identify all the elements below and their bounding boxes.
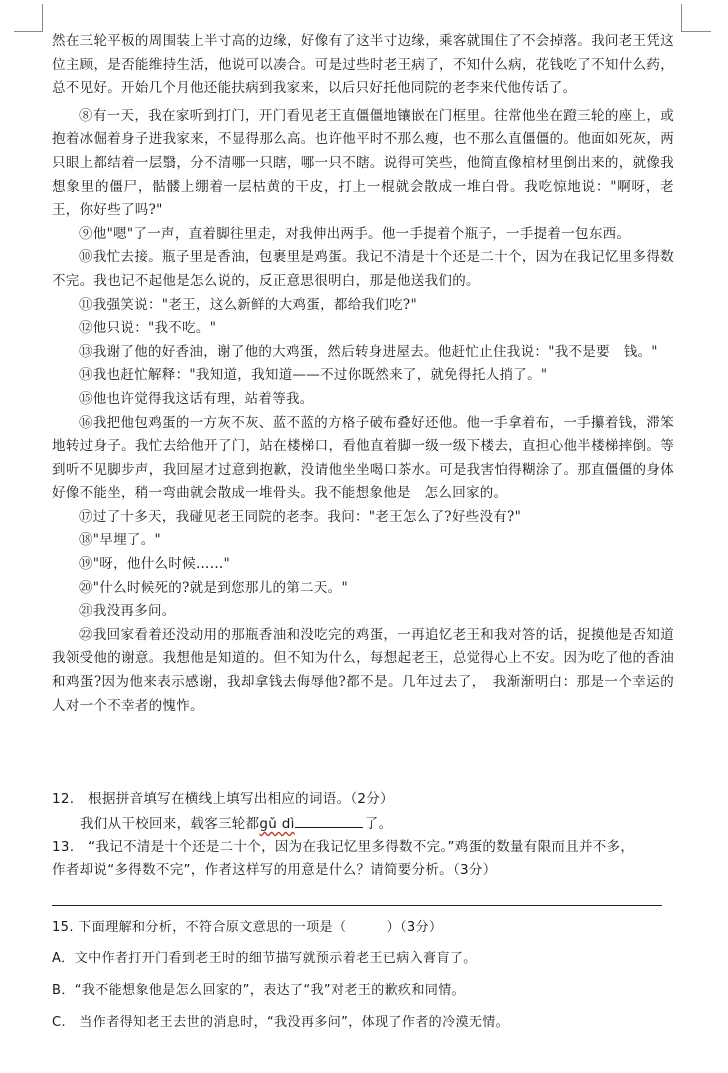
question-15-title: 15. 下面理解和分析，不符合原文意思的一项是（ ）（3分） [52,920,443,935]
crop-mark-top-right [681,31,711,32]
crop-mark-top-left [14,31,43,32]
question-13-line-1: 13. “我记不清是十个还是二十个，因为在我记忆里多得数不完。”鸡蛋的数量有限而且并不多， [52,839,635,855]
question-12-pinyin: gǔ dì [259,816,295,832]
question-12-sentence [80,813,392,835]
question-15-option-c[interactable]: C. 当作者得知老王去世的消息时，“我没再多问”，体现了作者的冷漠无情。 [52,1015,510,1030]
paragraph-8: ⑧有一天，我在家听到打门，开门看见老王直僵僵地镶嵌在门框里。往常他坐在蹬三轮的座上，或抱着冰倔着身子进我家来，不显得那么高。也许他平时不那么瘦，也不那么直僵僵的。他面如死灰，两只眼上都结着一层翳，分不清哪一只瞎，哪一只不瞎。说得可笑些，他简直像棺材里倒出来的，就像我想象里的僵尸，骷髅上绷着一层枯黄的干皮，打上一棍就会散成一堆白骨。我吃惊地说："啊呀，老王，你好些了吗?" [52,107,674,219]
question-15-option-a[interactable]: A．文中作者打开门看到老王时的细节描写就预示着老王已病入膏肓了。 [52,951,477,966]
paragraph-continued: 然在三轮平板的周围装上半寸高的边缘，好像有了这半寸边缘，乘客就围住了不会掉落。我问老王凭这位主顾，是否能维持生活，他说可以凑合。可是过些时老王病了，不知什么病，花钱吃了不知什么药，总不见好。开始几个月他还能扶病到我家来，以后只好托他同院的老李来代他传话了。 [52,33,674,97]
paragraph-16: ⑯我把他包鸡蛋的一方灰不灰、蓝不蓝的方格子破布叠好还他。他一手拿着布，一手攥着钱，滞笨地转过身子。我忙去给他开了门，站在楼梯口，看他直着脚一级一级下楼去，直担心他半楼梯摔倒。等到听不见脚步声，我回屋才过意到抱歉，没请他坐坐喝口茶水。可是我害怕得糊涂了。那直僵僵的身体好像不能坐，稍一弯曲就会散成一堆骨头。我不能想象他是 怎么回家的。 [52,414,674,502]
paragraph-22: ㉒我回家看着还没动用的那瓶香油和没吃完的鸡蛋，一再追忆老王和我对答的话，捉摸他是否知道我领受他的谢意。我想他是知道的。但不知为什么，每想起老王，总觉得心上不安。因为吃了他的香油和鸡蛋?因为他来表示感谢，我却拿钱去侮辱他?都不是。几年过去了， 我渐渐明白：那是一个幸运的人对一个不幸者的愧怍。 [52,626,674,714]
paragraph-19: ⑲"呀，他什么时候……" [79,556,231,573]
paragraph-11: ⑪我强笑说："老王，这么新鲜的大鸡蛋，都给我们吃?" [79,296,417,313]
question-15-option-b[interactable]: B．“我不能想象他是怎么回家的”，表达了“我”对老王的歉疚和同情。 [52,983,466,998]
crop-mark-top-right [681,4,682,32]
paragraph-15: ⑮他也许觉得我这话有理，站着等我。 [79,390,314,407]
paragraph-18: ⑱"早埋了。" [79,532,162,549]
question-12-sentence-end: 了。 [364,816,393,832]
paragraph-9: ⑨他"嗯"了一声，直着脚往里走，对我伸出两手。他一手提着个瓶子，一手提着一包东西。 [79,225,631,242]
paragraph-20: ⑳"什么时候死的?就是到您那儿的第二天。" [79,579,348,596]
question-13-line-2: 作者却说“多得数不完”，作者这样写的用意是什么？请简要分析。（3分） [52,862,497,878]
paragraph-21: ㉑我没再多问。 [79,603,176,620]
passage [52,30,674,718]
paragraph-13: ⑬我谢了他的好香油，谢了他的大鸡蛋，然后转身进屋去。他赶忙止住我说："我不是要 钱。" [79,343,658,360]
question-12-title: 12. 根据拼音填写在横线上填写出相应的词语。（2分） [52,791,394,807]
paragraph-12: ⑫他只说："我不吃。" [79,320,217,337]
paragraph-14: ⑭我也赶忙解释："我知道，我知道——不过你既然来了，就免得托人捎了。" [79,367,548,384]
paragraph-10: ⑩我忙去接。瓶子里是香油，包裹里是鸡蛋。我记不清是十个还是二十个，因为在我记忆里多得数不完。我也记不起他是怎么说的，反正意思很明白，那是他送我们的。 [52,249,674,289]
paragraph-17: ⑰过了十多天，我碰见老王同院的老李。我问："老王怎么了?好些没有?" [79,508,522,525]
answer-blank[interactable] [295,813,363,828]
crop-mark-top-left [42,4,43,32]
answer-line[interactable] [52,905,662,906]
question-12-sentence-start: 我们从干校回来，载客三轮都 [80,816,260,832]
